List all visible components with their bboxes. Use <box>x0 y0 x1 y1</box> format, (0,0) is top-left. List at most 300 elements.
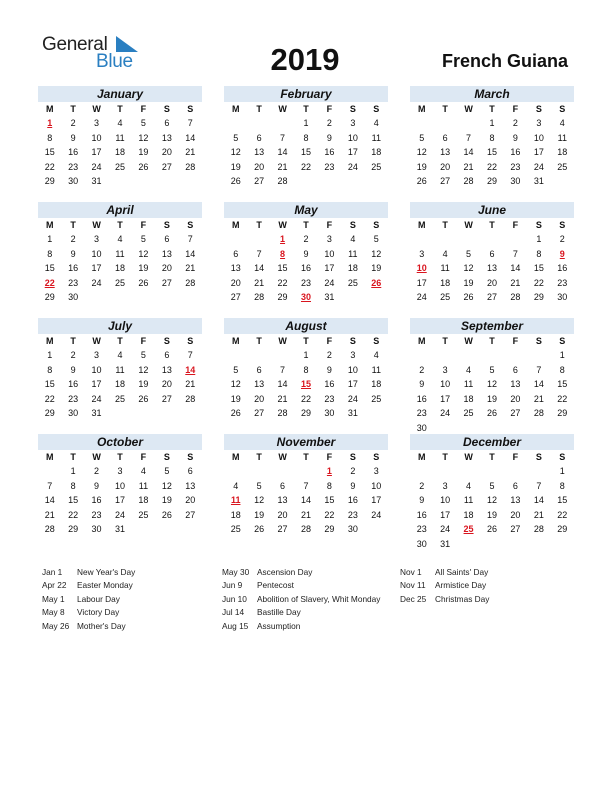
day-cell: 8 <box>559 364 565 375</box>
day-cell: 9 <box>94 480 100 491</box>
day-cell: 5 <box>233 364 239 375</box>
weekday-header: S <box>163 336 170 346</box>
day-cell: 29 <box>557 524 568 534</box>
weekday-header: S <box>559 336 566 346</box>
day-cell: 21 <box>277 161 288 172</box>
weekday-header: S <box>373 220 380 230</box>
holiday-name: Pentecost <box>257 580 294 591</box>
day-cell: 16 <box>557 263 568 273</box>
weekday-header: S <box>163 452 170 462</box>
day-cell: 28 <box>254 292 265 302</box>
day-cell: 24 <box>91 277 102 288</box>
month-grid <box>224 218 388 305</box>
day-cell: 30 <box>68 292 79 302</box>
day-cell: 25 <box>230 524 241 534</box>
day-cell: 31 <box>440 538 451 549</box>
day-cell: 27 <box>161 277 172 288</box>
weekday-header: F <box>326 220 333 230</box>
empty-cell <box>433 464 456 479</box>
day-cell: 9 <box>326 132 332 143</box>
day-cell: 19 <box>138 147 149 157</box>
day-cell: 17 <box>91 147 102 157</box>
day-cell: 13 <box>161 132 172 143</box>
day-cell: 26 <box>416 176 427 186</box>
day-cell: 21 <box>510 277 521 288</box>
day-cell: 23 <box>324 393 335 404</box>
day-cell: 9 <box>326 364 332 375</box>
day-cell: 29 <box>300 408 311 418</box>
weekday-header: T <box>70 452 76 462</box>
day-cell: 8 <box>489 132 495 143</box>
day-cell: 9 <box>70 364 76 375</box>
day-cell: 27 <box>510 524 521 534</box>
holiday-name: Bastille Day <box>257 607 301 618</box>
day-cell: 28 <box>510 292 521 302</box>
day-cell: 16 <box>68 379 79 389</box>
day-cell: 19 <box>230 161 241 172</box>
day-cell: 18 <box>463 393 474 404</box>
day-cell: 21 <box>185 379 196 389</box>
day-cell: 19 <box>486 393 497 404</box>
day-cell: 25 <box>114 161 125 172</box>
weekday-header: W <box>92 104 101 114</box>
day-cell: 22 <box>486 161 497 172</box>
day-cell: 27 <box>230 292 241 302</box>
day-cell: 24 <box>347 393 358 404</box>
holiday-name: Abolition of Slavery, Whit Monday <box>257 593 381 604</box>
holiday-column <box>42 566 187 633</box>
day-cell: 2 <box>559 234 565 244</box>
day-cell: 9 <box>419 495 425 505</box>
day-cell: 10 <box>324 248 335 259</box>
day-cell: 16 <box>416 509 427 520</box>
day-cell: 19 <box>138 263 149 273</box>
day-cell: 11 <box>115 364 125 375</box>
holiday-name: Assumption <box>257 620 301 631</box>
day-cell: 30 <box>416 422 427 433</box>
weekday-header: T <box>303 104 309 114</box>
day-cell: 26 <box>486 524 497 534</box>
weekday-header: S <box>349 220 356 230</box>
weekday-header: F <box>512 336 519 346</box>
holiday-date: Jun 9 <box>222 580 243 591</box>
day-cell: 22 <box>44 161 55 172</box>
holiday-day-cell: 30 <box>300 292 311 302</box>
day-cell: 21 <box>254 277 265 288</box>
day-cell: 17 <box>416 277 427 288</box>
brand-logo <box>42 34 142 74</box>
day-cell: 7 <box>187 118 193 128</box>
day-cell: 8 <box>70 480 76 491</box>
day-cell: 8 <box>47 132 53 143</box>
weekday-header: T <box>303 452 309 462</box>
day-cell: 4 <box>466 480 472 491</box>
day-cell: 13 <box>254 379 265 389</box>
weekday-header: T <box>117 104 123 114</box>
holiday-item <box>222 606 387 619</box>
day-cell: 6 <box>512 480 518 491</box>
weekday-header: W <box>464 452 473 462</box>
day-cell: 22 <box>300 393 311 404</box>
empty-cell <box>457 116 480 131</box>
weekday-header: T <box>442 452 448 462</box>
day-cell: 27 <box>254 408 265 418</box>
day-cell: 12 <box>138 364 149 375</box>
weekday-header: S <box>373 336 380 346</box>
day-cell: 2 <box>326 118 332 128</box>
day-cell: 7 <box>47 480 53 491</box>
day-cell: 3 <box>419 248 425 259</box>
day-cell: 11 <box>371 132 381 143</box>
day-cell: 6 <box>256 132 262 143</box>
day-cell: 3 <box>442 364 448 375</box>
holiday-item <box>42 593 187 606</box>
day-cell: 4 <box>117 350 123 360</box>
day-cell: 1 <box>70 466 76 476</box>
empty-cell <box>224 116 247 131</box>
day-cell: 24 <box>416 292 427 302</box>
day-cell: 3 <box>536 118 542 128</box>
day-cell: 14 <box>533 379 544 389</box>
empty-cell <box>410 232 433 247</box>
day-cell: 30 <box>68 176 79 186</box>
day-cell: 13 <box>510 379 521 389</box>
weekday-header: T <box>489 104 495 114</box>
day-cell: 17 <box>440 393 451 404</box>
day-cell: 23 <box>557 277 568 288</box>
weekday-header: S <box>187 104 194 114</box>
day-cell: 30 <box>557 292 568 302</box>
weekday-header: W <box>278 220 287 230</box>
day-cell: 3 <box>94 118 100 128</box>
holiday-day-cell: 1 <box>326 466 332 476</box>
day-cell: 10 <box>347 132 358 143</box>
holiday-date: Jul 14 <box>222 607 245 618</box>
day-cell: 20 <box>277 509 288 520</box>
holiday-date: Apr 22 <box>42 580 67 591</box>
day-cell: 20 <box>185 495 196 505</box>
month-july <box>38 318 202 421</box>
holiday-day-cell: 25 <box>463 524 474 534</box>
empty-cell <box>247 232 270 247</box>
month-name: June <box>410 202 574 218</box>
day-cell: 16 <box>510 147 521 157</box>
weekday-header: W <box>464 336 473 346</box>
day-cell: 11 <box>115 248 125 259</box>
day-cell: 16 <box>347 495 358 505</box>
holiday-item <box>400 593 545 606</box>
day-cell: 22 <box>557 393 568 404</box>
day-cell: 17 <box>324 263 335 273</box>
month-grid <box>410 102 574 189</box>
empty-cell <box>433 232 456 247</box>
day-cell: 5 <box>466 248 472 259</box>
month-name: January <box>38 86 202 102</box>
day-cell: 21 <box>533 509 544 520</box>
day-cell: 3 <box>373 466 379 476</box>
weekday-header: F <box>140 220 147 230</box>
day-cell: 15 <box>557 495 568 505</box>
holiday-date: May 30 <box>222 567 250 577</box>
day-cell: 23 <box>324 161 335 172</box>
day-cell: 14 <box>44 495 55 505</box>
day-cell: 12 <box>416 147 427 157</box>
day-cell: 20 <box>161 379 172 389</box>
holiday-date: Nov 11 <box>400 580 426 591</box>
weekday-header: T <box>442 336 448 346</box>
day-cell: 9 <box>70 248 76 259</box>
day-cell: 21 <box>185 263 196 273</box>
day-cell: 26 <box>138 393 149 404</box>
day-cell: 26 <box>463 292 474 302</box>
month-september <box>410 318 574 435</box>
day-cell: 27 <box>510 408 521 418</box>
weekday-header: T <box>489 452 495 462</box>
day-cell: 15 <box>277 263 288 273</box>
month-grid <box>224 450 388 537</box>
day-cell: 14 <box>185 132 196 143</box>
day-cell: 5 <box>233 132 239 143</box>
day-cell: 16 <box>91 495 102 505</box>
day-cell: 10 <box>371 480 382 491</box>
day-cell: 15 <box>44 263 55 273</box>
month-august <box>224 318 388 421</box>
empty-cell <box>527 464 550 479</box>
empty-cell <box>457 232 480 247</box>
weekday-header: T <box>70 220 76 230</box>
day-cell: 19 <box>254 509 265 520</box>
holiday-day-cell: 14 <box>185 364 196 375</box>
day-cell: 28 <box>277 176 288 186</box>
holiday-date: Aug 15 <box>222 620 249 631</box>
day-cell: 14 <box>463 147 474 157</box>
day-cell: 20 <box>486 277 497 288</box>
holiday-item <box>42 579 187 592</box>
day-cell: 25 <box>347 277 358 288</box>
month-april <box>38 202 202 305</box>
holiday-day-cell: 22 <box>44 277 55 288</box>
day-cell: 28 <box>185 277 196 288</box>
day-cell: 22 <box>557 509 568 520</box>
day-cell: 29 <box>44 292 55 302</box>
day-cell: 26 <box>230 408 241 418</box>
day-cell: 26 <box>138 277 149 288</box>
day-cell: 18 <box>440 277 451 288</box>
month-grid <box>410 450 574 551</box>
holiday-item <box>42 606 187 619</box>
day-cell: 22 <box>324 509 335 520</box>
empty-cell <box>247 464 270 479</box>
weekday-header: F <box>140 452 147 462</box>
day-cell: 19 <box>463 277 474 288</box>
day-cell: 13 <box>510 495 521 505</box>
holiday-date: Dec 25 <box>400 593 427 604</box>
day-cell: 4 <box>559 118 565 128</box>
weekday-header: W <box>464 220 473 230</box>
day-cell: 1 <box>47 350 53 360</box>
empty-cell <box>410 464 433 479</box>
day-cell: 25 <box>557 161 568 172</box>
day-cell: 10 <box>91 248 102 259</box>
holiday-item <box>42 566 187 579</box>
month-grid <box>38 450 202 537</box>
holiday-name: Armistice Day <box>435 580 487 591</box>
empty-cell <box>480 348 503 363</box>
holiday-name: Victory Day <box>77 607 120 618</box>
empty-cell <box>294 464 317 479</box>
weekday-header: S <box>373 452 380 462</box>
holiday-name: All Saints' Day <box>435 567 489 577</box>
holiday-name: Christmas Day <box>435 593 490 604</box>
weekday-header: M <box>45 104 54 114</box>
logo-flag-icon <box>114 36 138 52</box>
weekday-header: T <box>303 336 309 346</box>
holiday-day-cell: 10 <box>416 263 427 273</box>
month-may <box>224 202 388 305</box>
country-name: French Guiana <box>441 51 568 71</box>
day-cell: 28 <box>300 524 311 534</box>
month-grid <box>410 218 574 305</box>
empty-cell <box>247 116 270 131</box>
day-cell: 22 <box>533 277 544 288</box>
month-grid <box>224 334 388 421</box>
day-cell: 9 <box>512 132 518 143</box>
holiday-name: Ascension Day <box>257 567 313 577</box>
day-cell: 29 <box>68 524 79 534</box>
day-cell: 11 <box>440 263 450 273</box>
day-cell: 20 <box>254 161 265 172</box>
weekday-header: S <box>535 104 542 114</box>
day-cell: 17 <box>440 509 451 520</box>
weekday-header: S <box>373 104 380 114</box>
day-cell: 11 <box>115 132 125 143</box>
day-cell: 13 <box>277 495 288 505</box>
day-cell: 20 <box>161 263 172 273</box>
day-cell: 30 <box>510 176 521 186</box>
day-cell: 22 <box>300 161 311 172</box>
day-cell: 23 <box>416 524 427 534</box>
day-cell: 15 <box>44 147 55 157</box>
day-cell: 19 <box>161 495 172 505</box>
day-cell: 23 <box>68 277 79 288</box>
day-cell: 14 <box>277 147 288 157</box>
weekday-header: S <box>535 220 542 230</box>
holiday-name: Mother's Day <box>77 620 126 631</box>
day-cell: 12 <box>486 495 497 505</box>
day-cell: 18 <box>114 263 125 273</box>
day-cell: 3 <box>94 350 100 360</box>
day-cell: 26 <box>486 408 497 418</box>
holiday-column <box>222 566 387 633</box>
month-name: February <box>224 86 388 102</box>
day-cell: 24 <box>533 161 544 172</box>
day-cell: 18 <box>557 147 568 157</box>
month-grid <box>38 102 202 189</box>
day-cell: 14 <box>533 495 544 505</box>
weekday-header: M <box>45 452 54 462</box>
day-cell: 10 <box>91 132 102 143</box>
weekday-header: M <box>417 452 426 462</box>
day-cell: 14 <box>185 248 196 259</box>
holiday-item <box>400 579 545 592</box>
day-cell: 31 <box>324 292 335 302</box>
day-cell: 19 <box>486 509 497 520</box>
holiday-name: Labour Day <box>77 593 120 604</box>
day-cell: 1 <box>559 466 565 476</box>
day-cell: 27 <box>277 524 288 534</box>
day-cell: 3 <box>442 480 448 491</box>
day-cell: 4 <box>442 248 448 259</box>
day-cell: 24 <box>114 509 125 520</box>
day-cell: 2 <box>419 480 425 491</box>
day-cell: 5 <box>373 234 379 244</box>
day-cell: 7 <box>303 480 309 491</box>
day-cell: 8 <box>559 480 565 491</box>
day-cell: 14 <box>277 379 288 389</box>
day-cell: 23 <box>68 161 79 172</box>
weekday-header: M <box>231 452 240 462</box>
holiday-date: Jan 1 <box>42 567 63 577</box>
day-cell: 2 <box>326 350 332 360</box>
day-cell: 29 <box>277 292 288 302</box>
weekday-header: S <box>163 220 170 230</box>
day-cell: 16 <box>68 263 79 273</box>
day-cell: 28 <box>185 393 196 404</box>
holiday-day-cell: 9 <box>559 248 565 259</box>
weekday-header: W <box>278 104 287 114</box>
day-cell: 31 <box>91 176 102 186</box>
day-cell: 13 <box>185 480 196 491</box>
day-cell: 20 <box>161 147 172 157</box>
day-cell: 9 <box>303 248 309 259</box>
day-cell: 15 <box>533 263 544 273</box>
empty-cell <box>504 348 527 363</box>
day-cell: 2 <box>70 350 76 360</box>
weekday-header: F <box>512 220 519 230</box>
weekday-header: W <box>278 452 287 462</box>
day-cell: 6 <box>187 466 193 476</box>
day-cell: 6 <box>164 350 170 360</box>
day-cell: 2 <box>350 466 356 476</box>
day-cell: 12 <box>161 480 172 491</box>
day-cell: 7 <box>536 364 542 375</box>
day-cell: 29 <box>44 176 55 186</box>
month-march <box>410 86 574 189</box>
weekday-header: M <box>417 104 426 114</box>
day-cell: 2 <box>70 118 76 128</box>
day-cell: 18 <box>114 147 125 157</box>
day-cell: 15 <box>324 495 335 505</box>
weekday-header: F <box>140 104 147 114</box>
day-cell: 12 <box>230 147 241 157</box>
weekday-header: T <box>256 104 262 114</box>
weekday-header: S <box>559 104 566 114</box>
day-cell: 17 <box>371 495 382 505</box>
day-cell: 23 <box>68 393 79 404</box>
day-cell: 3 <box>326 234 332 244</box>
weekday-header: T <box>442 104 448 114</box>
day-cell: 29 <box>44 408 55 418</box>
day-cell: 1 <box>47 234 53 244</box>
empty-cell <box>224 464 247 479</box>
empty-cell <box>224 232 247 247</box>
holiday-item <box>222 579 387 592</box>
month-grid <box>224 102 388 189</box>
weekday-header: F <box>326 452 333 462</box>
day-cell: 24 <box>91 393 102 404</box>
day-cell: 25 <box>371 393 382 404</box>
weekday-header: S <box>535 452 542 462</box>
